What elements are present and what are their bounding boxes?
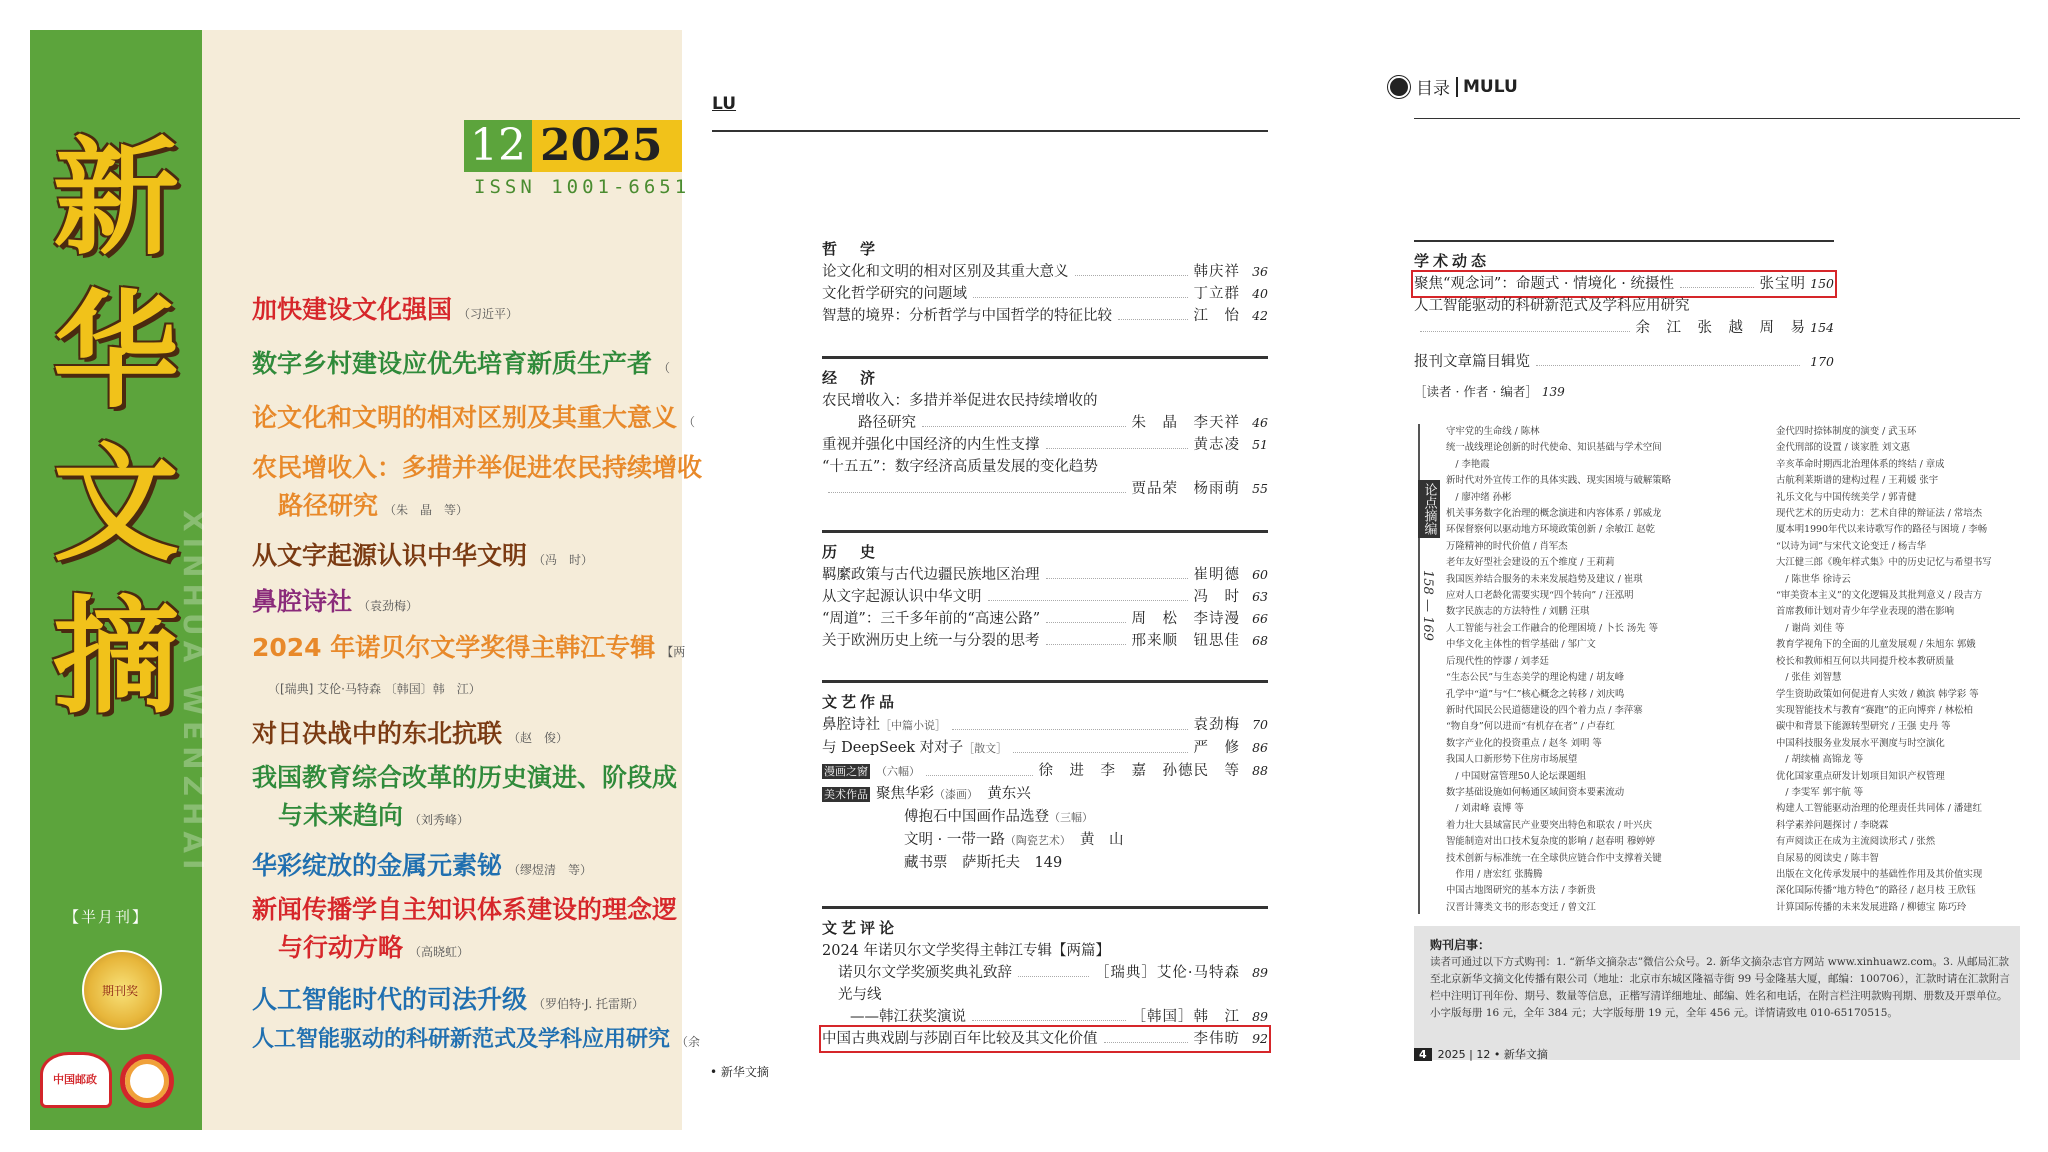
notice-text: 读者可通过以下方式购刊：1. “新华文摘杂志”微信公众号。2. 新华文摘杂志官方网站 www.xinhuawz.com。3. 从邮局汇款至北京新华文摘文化传播有限公司（地址：北京市东城区隆福寺街 99 号金隆基大厦，邮编：100706），汇款时请在汇款附言栏中注明订刊年份、期号、数量等信息，正楷写清详细地址、邮编、姓名和电话，在附言栏注明款购刊期、册数及开票单位。小字版每册 16 元，全年 384 元；大字版每册 19 元，全年 456 元。详情请致电 010-65170515。 (1430, 956, 2010, 1019)
digest-item[interactable]: 金代刑部的设置 / 谈家胜 刘文惠 (1776, 442, 1910, 454)
toc-row[interactable]: 余 江 张 越 周 易 154 (1414, 317, 1834, 339)
digest-item[interactable]: / 李艳霞 (1446, 458, 1490, 470)
section-rule (822, 680, 1268, 683)
digest-item[interactable]: 汉晋计簿类文书的形态变迁 / 曾文江 (1446, 901, 1596, 913)
frequency-label: 【半月刊】 (64, 908, 150, 926)
footer-text: 2025 | 12 • 新华文摘 (1437, 1048, 1548, 1061)
award-seal-icon (82, 950, 162, 1030)
seal-text: 期刊奖 (102, 984, 139, 998)
digest-item[interactable]: 中华文化主体性的哲学基础 / 邹广文 (1446, 639, 1596, 651)
digest-list-left (1446, 424, 1756, 916)
digest-item[interactable]: / 李雯军 郭宇航 等 (1776, 786, 1864, 798)
digest-item[interactable]: 守牢党的生命线 / 陈林 (1446, 426, 1540, 437)
reader-author-editor-line: ［读者 · 作者 · 编者］ 139 (1414, 384, 1565, 399)
cover-headline: 对日决战中的东北抗联 （赵 俊） (252, 719, 569, 748)
toc-row[interactable]: “周道”：三千多年前的“高速公路” 周 松 李诗漫 66 (822, 608, 1268, 630)
issn: ISSN 1001-6651 (474, 176, 691, 198)
digest-item[interactable]: “物自身”何以进而“有机存在者” / 卢春红 (1446, 721, 1615, 733)
header-label: 目录 (1416, 79, 1450, 99)
digest-list-right (1776, 424, 2020, 916)
digest-item[interactable]: / 廖冲绪 孙彬 (1446, 491, 1512, 503)
digest-item[interactable]: / 胡续楠 高锦龙 等 (1776, 754, 1864, 766)
toc-row[interactable]: 人工智能驱动的科研新范式及学科应用研究 (1414, 298, 1690, 314)
digest-item[interactable]: / 陈世华 徐诗云 (1776, 573, 1851, 585)
toc-section-literary-criticism (822, 906, 1268, 1050)
digest-item[interactable]: 新时代国民公民道德建设的四个着力点 / 李萍寨 (1446, 704, 1643, 716)
header-latin: MULU (1456, 77, 1518, 97)
cover-headline: 从文字起源认识中华文明 （冯 时） (252, 541, 594, 570)
digest-item[interactable]: 首席教师计划对青少年学业表现的潜在影响 (1776, 606, 1955, 618)
header-rule (1414, 118, 2020, 119)
toc-section-literary-works (822, 680, 1268, 874)
cover-headline: 华彩绽放的金属元素铋 （缪煜清 等） (252, 851, 593, 880)
digest-page-range: 158 — 169 (1420, 570, 1435, 641)
section-rule (822, 906, 1268, 909)
cover-headline: 人工智能时代的司法升级 （罗伯特·J. 托雷斯） (252, 985, 644, 1014)
digest-item[interactable]: 我国人口新形势下住房市场展望 (1446, 754, 1578, 766)
digest-item[interactable]: 构建人工智能驱动治理的伦理责任共同体 / 潘建红 (1776, 803, 1982, 815)
digest-item[interactable]: 应对人口老龄化需要实现“四个转向” / 汪泓明 (1446, 590, 1634, 602)
title-char: 文 (53, 431, 179, 578)
column-tag: 漫画之窗 (824, 765, 868, 778)
digest-item[interactable]: 数字基础设施如何畅通区域间资本要素流动 (1446, 786, 1625, 798)
digest-item[interactable]: “生态公民”与生态美学的理论构建 / 胡友峰 (1446, 672, 1625, 684)
page-footer (1414, 1046, 1548, 1062)
toc-section-academic (1414, 240, 1834, 373)
digest-label: 论点摘编 (1418, 480, 1440, 538)
cover-headline: （[瑞典] 艾伦·马特森 〔韩国〕韩 江） (268, 682, 481, 696)
digest-item[interactable]: 我国医养结合服务的未来发展趋势及建议 / 崔琪 (1446, 573, 1643, 585)
cover-headline: 与行动方略 （高晓虹） (278, 933, 470, 962)
digest-item[interactable]: 环保督察何以驱动地方环境政策创新 / 余敏江 赵乾 (1446, 524, 1655, 536)
toc-row[interactable]: 文明 · 一带一路（陶瓷艺术） 黄 山 (904, 832, 1124, 848)
digest-item[interactable]: 学生资助政策如何促进育人实效 / 赖滨 韩学彩 等 (1776, 688, 1979, 700)
toc-row[interactable]: 漫画之窗 （六幅） 徐 进 李 嘉 孙德民 等 88 (822, 760, 1268, 783)
toc-row[interactable]: 美术作品 聚焦华彩（漆画） 黄东兴 (824, 786, 1031, 802)
digest-item[interactable]: 出版在文化传承发展中的基础性作用及其价值实现 (1776, 868, 1983, 880)
digest-item[interactable]: 实现智能技术与教育“赛跑”的正向博弈 / 林松柏 (1776, 704, 1973, 716)
cover-headline: 我国教育综合改革的历史演进、阶段成 (252, 763, 678, 792)
toc-section-history (822, 530, 1268, 652)
digest-item[interactable]: 大江健三郎《晚年样式集》中的历史记忆与希望书写 (1776, 557, 1992, 569)
digest-item[interactable]: 自尿易的阅读史 / 陈丰智 (1776, 852, 1879, 864)
cover-headline: 人工智能驱动的科研新范式及学科应用研究 （余 (252, 1027, 701, 1052)
digest-item[interactable]: 人工智能与社会工作融合的伦理困境 / 卜长 汤先 等 (1446, 622, 1658, 634)
page-header (1388, 74, 1518, 99)
digest-item[interactable]: 礼乐文化与中国传统美学 / 郭青健 (1776, 491, 1917, 503)
toc-row[interactable]: 光与线 (838, 987, 882, 1003)
globe-icon (1388, 76, 1410, 98)
header-rule (712, 130, 1268, 132)
toc-row[interactable]: “十五五”：数字经济高质量发展的变化趋势 (822, 459, 1098, 475)
digest-item[interactable]: 优化国家重点研发计划项目知识产权管理 (1776, 770, 1945, 782)
toc-row[interactable]: 论文化和文明的相对区别及其重大意义 韩庆祥 36 (822, 261, 1268, 283)
toc-row-highlighted[interactable]: 中国古典戏剧与莎剧百年比较及其文化价值 李伟昉 92 (822, 1028, 1268, 1050)
issue-box (464, 120, 682, 172)
digest-item[interactable]: 新时代对外宣传工作的具体实践、现实困境与破解策略 (1446, 475, 1672, 487)
toc-row[interactable]: 报刊文章篇目辑览 170 (1414, 351, 1834, 373)
page-footer: • 新华文摘 (710, 1065, 769, 1079)
digest-item[interactable]: 孔学中“道”与“仁”核心概念之转移 / 刘庆鸣 (1446, 688, 1625, 700)
cover-headline: 路径研究 （朱 晶 等） (278, 491, 469, 520)
digest-item[interactable]: 老年友好型社会建设的五个维度 / 王莉莉 (1446, 557, 1615, 569)
cover-headline: 2024 年诺贝尔文学奖得主韩江专辑 【两 (252, 633, 686, 662)
toc-row[interactable]: 从文字起源认识中华文明 冯 时 63 (822, 586, 1268, 608)
digest-item[interactable]: 现代艺术的历史动力：艺术自律的辩证法 / 常培杰 (1776, 508, 1982, 520)
digest-item[interactable]: 深化国际传播“地方特色”的路径 / 赵月枝 王欣钰 (1776, 885, 1976, 897)
digest-item[interactable]: 数字民族志的方法特性 / 刘鹏 汪琪 (1446, 606, 1590, 618)
issue-number: 12 (464, 120, 532, 172)
toc-row[interactable]: 2024 年诺贝尔文学奖得主韩江专辑【两篇】 (822, 943, 1111, 959)
toc-row[interactable]: 农民增收入：多措并举促进农民持续增收的 (822, 393, 1098, 409)
section-title: 文艺评论 (822, 919, 899, 937)
section-rule (822, 530, 1268, 533)
section-rule (822, 356, 1268, 359)
digest-item[interactable]: 金代四时捺钵制度的演变 / 武玉环 (1776, 426, 1917, 437)
toc-row[interactable]: 羁縻政策与古代边疆民族地区治理 崔明德 60 (822, 564, 1268, 586)
digest-item[interactable]: 教育学视角下的全面的儿童发展观 / 朱旭东 郭娥 (1776, 639, 1976, 651)
subscription-notice (1414, 926, 2020, 1060)
toc-row[interactable]: 路径研究 朱 晶 李天祥 46 (822, 412, 1268, 434)
digest-item[interactable]: 万隆精神的时代价值 / 肖军杰 (1446, 540, 1568, 552)
title-char: 摘 (53, 584, 179, 731)
digest-item[interactable]: 有声阅读正在成为主流阅读形式 / 张然 (1776, 836, 1936, 848)
toc-section-philosophy (822, 238, 1268, 327)
digest-item[interactable]: 辛亥革命时期西北治理体系的终结 / 章成 (1776, 458, 1945, 470)
page-header: LU (712, 94, 737, 114)
toc-section-economy (822, 356, 1268, 500)
toc-row[interactable]: 重视并强化中国经济的内生性支撑 黄志凌 51 (822, 434, 1268, 456)
postal-logo-text: 中国邮政 (53, 1073, 97, 1086)
cover-headline: 农民增收入：多措并举促进农民持续增收 (252, 453, 703, 482)
digest-item[interactable]: 中国古地图研究的基本方法 / 李新贵 (1446, 885, 1596, 897)
column-tag: 美术作品 (824, 788, 868, 801)
toc-row[interactable]: 关于欧洲历史上统一与分裂的思考 邢来顺 钮思佳 68 (822, 630, 1268, 652)
digest-item[interactable]: / 中国财富管理50人论坛课题组 (1446, 770, 1586, 782)
cover-headline: 数字乡村建设应优先培育新质生产者 （ (252, 349, 671, 378)
section-title: 学术动态 (1414, 252, 1491, 270)
digest-item[interactable]: 中国科技服务业发展水平测度与时空演化 (1776, 737, 1945, 749)
footer-page-number: 4 (1414, 1048, 1432, 1061)
digest-item[interactable]: 后现代性的悖谬 / 刘孝廷 (1446, 655, 1549, 667)
digest-item[interactable]: 机关事务数字化治理的概念演进和内容体系 / 郭威龙 (1446, 508, 1662, 520)
digest-item[interactable]: 计算国际传播的未来发展进路 / 柳德宝 陈巧玲 (1776, 901, 1967, 913)
cover-headline: 鼻腔诗社 （袁劲梅） (252, 587, 419, 616)
issue-year: 2025 (532, 120, 682, 172)
digest-item[interactable]: 校长和教师相互何以共同提升校本教研质量 (1776, 655, 1955, 667)
title-char: 新 (53, 125, 179, 272)
digest-item[interactable]: 作用 / 唐宏红 张腾腾 (1446, 868, 1543, 880)
toc-row[interactable]: 藏书票 萨斯托夫 149 (904, 855, 1063, 871)
digest-item[interactable]: 数字产业化的投资重点 / 赵冬 刘明 等 (1446, 737, 1602, 749)
toc-row[interactable]: 文化哲学研究的问题域 丁立群 40 (822, 283, 1268, 305)
cover-headline: 新闻传播学自主知识体系建设的理念逻 (252, 895, 678, 924)
section-rule (1414, 240, 1834, 242)
section-title: 文艺作品 (822, 693, 899, 711)
magazine-cover (30, 30, 703, 1130)
notice-title: 购刊启事： (1430, 938, 1491, 952)
cover-headline: 加快建设文化强国 （习近平） (252, 295, 519, 324)
digest-item[interactable]: / 张佳 刘智慧 (1776, 672, 1842, 684)
toc-row[interactable]: 傅抱石中国画作品选登（三幅） (904, 809, 1093, 825)
toc-row-highlighted[interactable]: 聚焦“观念词”：命题式 · 情境化 · 统摄性 张宝明 150 (1414, 273, 1834, 295)
digest-item[interactable]: 统一战线理论创新的时代使命、知识基础与学术空间 (1446, 442, 1662, 454)
section-title: 哲 学 (822, 240, 880, 258)
toc-row[interactable]: 智慧的境界：分析哲学与中国哲学的特征比较 江 怡 42 (822, 305, 1268, 327)
digest-item[interactable]: 厦本明1990年代以来诗歌写作的路径与困境 / 李畅 (1776, 524, 1988, 536)
digest-item[interactable]: 技术创新与标准统一在全球供应链合作中支撑着关键 (1446, 852, 1662, 864)
digest-item[interactable]: 智能制造对出口技术复杂度的影响 / 赵春明 穆婷婷 (1446, 836, 1655, 848)
section-title: 经 济 (822, 369, 880, 387)
digest-item[interactable]: 古航利莱斯谱的建构过程 / 王莉媛 张宇 (1776, 475, 1939, 487)
cover-watermark: XINHUA WENZHAI (177, 510, 210, 876)
digest-item[interactable]: / 刘肃峰 袁博 等 (1446, 803, 1524, 815)
digest-item[interactable]: “以诗为词”与宋代文论变迁 / 杨吉华 (1776, 540, 1926, 552)
digest-item[interactable]: “审美资本主义”的文化逻辑及其批判意义 / 段吉方 (1776, 590, 1983, 602)
digest-item[interactable]: / 谢尚 刘佳 等 (1776, 622, 1845, 634)
digest-item[interactable]: 着力壮大县域富民产业要突出特色和联农 / 叶兴庆 (1446, 819, 1652, 831)
cover-headline: 论文化和文明的相对区别及其重大意义 （ (252, 403, 696, 432)
toc-row[interactable]: 诺贝尔文学奖颁奖典礼致辞 ［瑞典］艾伦·马特森 89 (822, 962, 1268, 984)
toc-row[interactable]: ——韩江获奖演说 ［韩国］韩 江 89 (822, 1006, 1268, 1028)
publisher-logo-icon (120, 1054, 174, 1108)
magazine-title (36, 122, 196, 734)
toc-row[interactable]: 鼻腔诗社［中篇小说］ 袁劲梅 70 (822, 714, 1268, 737)
digest-item[interactable]: 碳中和背景下能源转型研究 / 王强 史丹 等 (1776, 721, 1951, 733)
toc-row[interactable]: 贾品荣 杨雨萌 55 (822, 478, 1268, 500)
postal-logo-icon (40, 1052, 112, 1108)
cover-headline: 与未来趋向 （刘秀峰） (278, 801, 470, 830)
toc-row[interactable]: 与 DeepSeek 对对子［散文］ 严 修 86 (822, 737, 1268, 760)
title-char: 华 (53, 278, 179, 425)
section-title: 历 史 (822, 543, 880, 561)
digest-item[interactable]: 科学素养问题探讨 / 李晓霖 (1776, 819, 1889, 831)
